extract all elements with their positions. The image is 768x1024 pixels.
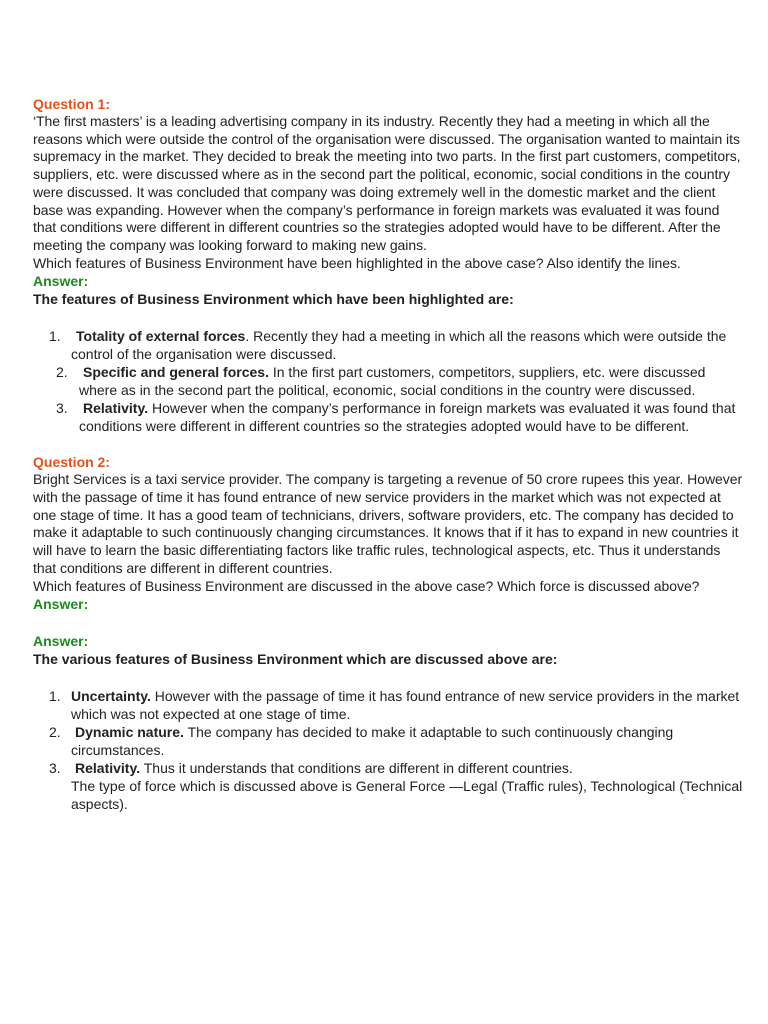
feature-term: Relativity. (75, 760, 141, 777)
feature-text: Thus it understands that conditions are different in different countries. (140, 760, 573, 777)
list-item (33, 759, 745, 813)
list-number: 2. (49, 724, 61, 741)
feature-term: Dynamic nature. (75, 724, 184, 741)
list-item (33, 327, 745, 363)
question-1-feature-list (33, 327, 745, 435)
question-2-title: Question 2: (33, 454, 111, 471)
list-number: 2. (56, 364, 68, 381)
feature-text: Recently they had a meeting in which all the reasons which were outside the control of the organisation were discussed. (71, 328, 727, 363)
list-item (33, 363, 745, 399)
force-text: The type of force which is discussed above is General Force —Legal (Traffic rules), Technological (Technical aspects). (71, 778, 743, 813)
question-1-title: Question 1: (33, 96, 111, 112)
feature-text: However with the passage of time it has found entrance of new service providers in the market which was not expected at one stage of time. (71, 688, 740, 723)
question-2-answer-label-second: Answer: (33, 633, 89, 650)
question-2-answer-label-first: Answer: (33, 596, 89, 613)
question-1-prompt: Which features of Business Environment have been highlighted in the above case? Also identify the lines. (33, 254, 681, 271)
list-number: 1. (49, 328, 61, 345)
feature-text: In the first part customers, competitors, suppliers, etc. were discussed where as in the second part the political, economic, social conditions in the country were discussed. (79, 364, 706, 399)
list-number: 3. (49, 760, 61, 777)
question-2-feature-list (33, 687, 745, 813)
feature-term: Uncertainty. (71, 688, 151, 705)
question-2-answer-lead: The various features of Business Environment which are discussed above are: (33, 651, 558, 668)
question-2-prompt: Which features of Business Environment are discussed in the above case? Which force is discussed above? (33, 577, 700, 594)
feature-term-sep: . (245, 328, 250, 345)
question-2-body: Bright Services is a taxi service provider. The company is targeting a revenue of 50 crore rupees this year. However with the passage of time it has found entrance of new service providers in the market which was not expected at one stage of time. It has a good team of technicians, drivers, software providers, etc. The company has decided to make it adaptable to such continuously changing circumstances. It knows that if it has to expand in new countries it will have to learn the basic differentiating factors like traffic rules, technological aspects, etc. Thus it understands that conditions are different in different countries. (33, 471, 743, 576)
question-1-answer-lead: The features of Business Environment which have been highlighted are: (33, 291, 514, 308)
feature-text: The company has decided to make it adaptable to such continuously changing circumstances. (71, 724, 674, 759)
list-item (33, 723, 745, 759)
question-1-body: ‘The first masters’ is a leading advertising company in its industry. Recently they had a meeting in which all the reasons which were outside the control of the organisation were discussed. The organisation wanted to maintain its supremacy in the market. They decided to break the meeting into two parts. In the first part customers, competitors, suppliers, etc. were discussed where as in the second part the political, economic, social conditions in the country were discussed. It was concluded that company was doing extremely well in the domestic market and the client base was expanding. However when the company’s performance in foreign markets was evaluated it was found that conditions were different in different countries so the strategies adopted would have to be different. After the meeting the company was looking forward to making new gains. (33, 113, 741, 253)
list-item (33, 399, 745, 435)
list-number: 3. (56, 400, 68, 417)
feature-term: Totality of external forces (76, 328, 246, 345)
feature-term: Relativity. (83, 400, 149, 417)
feature-term: Specific and general forces. (83, 364, 269, 381)
feature-text: However when the company’s performance in foreign markets was evaluated it was found that conditions were different in different countries so the strategies adopted would have to be different. (79, 400, 736, 435)
list-item (33, 687, 745, 723)
question-1-answer-label: Answer: (33, 273, 89, 290)
list-number: 1. (49, 688, 61, 705)
document-page (33, 95, 745, 813)
